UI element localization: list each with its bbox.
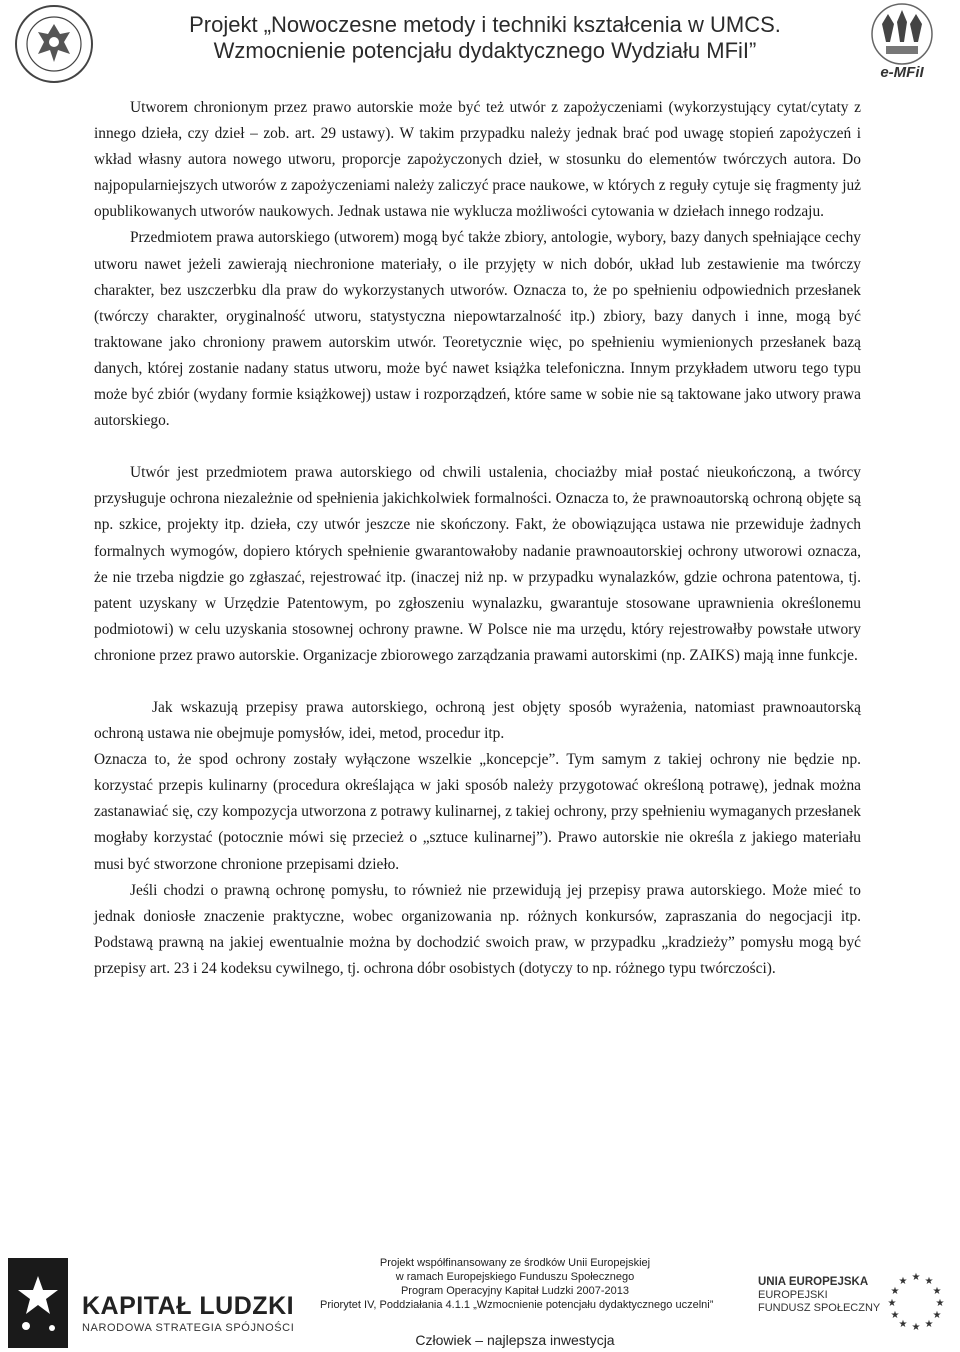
svg-text:★: ★ (932, 1286, 942, 1297)
project-title-line-1: Projekt „Nowoczesne metody i techniki kształcenia w UMCS. (189, 12, 781, 37)
emfil-logo-text: e-MFiI (880, 64, 924, 81)
project-title (150, 12, 820, 64)
svg-text:★: ★ (911, 1322, 921, 1332)
svg-text:★: ★ (935, 1298, 945, 1309)
paragraph-1: Utworem chronionym przez prawo autorskie może być też utwór z zapożyczeniami (wykorzystujący cytat/cytaty z innego dzieła, czy dzieł – zob. art. 29 ustawy). W takim przypadku należy jednak brać pod uwagę stopień zapożyczeń i wkład własny autora nowego utworu, proporcje zapożyczonych dzieł, w stosunku do elementów twórczych autora. Do najpopularniejszych utworów z zapożyczeniami należy zaliczyć prace naukowe, w których z reguły cytuje się fragmenty już opublikowanych utworów naukowych. Jednak ustawa nie wyklucza możliwości cytowania w dziełach innego rodzaju. (94, 99, 861, 221)
svg-text:★: ★ (887, 1298, 897, 1309)
paragraph-6: Jeśli chodzi o prawną ochronę pomysłu, to również nie przewidują jej przepisy prawa autorskiego. Może mieć to jednak doniosłe znaczenie praktyczne, wobec organizowania np. różnych konkursów, zapraszania do negocjacji itp. Podstawą prawną na jakiej ewentualnie można by dochodzić swoich praw, w przypadku „kradzieży” pomysłu mogą być przepisy art. 23 i 24 kodeksu cywilnego, tj. ochrona dóbr osobistych (dotyczy to np. różnego typu twórczości). (94, 881, 861, 977)
eu-stars-icon (884, 1268, 948, 1332)
svg-text:★: ★ (890, 1286, 900, 1297)
cofinancing-note (320, 1256, 714, 1312)
cofinancing-line-1: Projekt współfinansowany ze środków Unii Europejskiej (379, 1257, 651, 1269)
svg-text:★: ★ (890, 1310, 900, 1321)
eu-label (758, 1276, 880, 1315)
cofinancing-line-4: Priorytet IV, Poddziałania 4.1.1 „Wzmocnienie potencjału dydaktycznego uczelni” (320, 1299, 714, 1311)
svg-text:★: ★ (911, 1272, 921, 1283)
cofinancing-line-2: w ramach Europejskiego Funduszu Społecznego (395, 1271, 635, 1283)
svg-text:★: ★ (924, 1319, 934, 1330)
eu-label-line-3: FUNDUSZ SPOŁECZNY (758, 1302, 881, 1314)
kapital-ludzki-star-logo (8, 1248, 72, 1348)
paragraph-5: Oznacza to, że spod ochrony zostały wyłączone wszelkie „koncepcje”. Tym samym z takiej ochrony nie będzie np. korzystać przepis kulinarny (procedura określająca w jaki sposób należy przygotować określoną potrawę), jednak można zastanawiać się, czy kompozycja utworzona z potrawy kulinarnej, z takiej ochrony, przy spełnieniu wymaganych przesłanek mogłaby korzystać (potocznie mówi się przecież o „sztuce kulinarnej”). Prawo autorskie nie określa z jakiego materiału musi być stworzone chronione przepisami dzieło. (94, 751, 861, 873)
kapital-ludzki-subtitle: NARODOWA STRATEGIA SPÓJNOŚCI (82, 1322, 295, 1334)
paragraph-3: Utwór jest przedmiotem prawa autorskiego od chwili ustalenia, chociażby miał postać nieukończoną, a twórcy przysługuje ochrona niezależnie od spełnienia jakichkolwiek formalności. Oznacza to, że prawnoautorską ochroną objęte są np. szkice, projekty itp. dzieła, czy utwór jeszcze nie skończony. Fakt, że obowiązująca ustawa nie przewiduje żadnych formalnych wymogów, dopiero których spełnienie gwarantowałoby nadanie prawnoautorskiej ochrony utworowi oznacza, że nie trzeba nigdzie go zgłaszać, rejestrować itp. (inaczej niż np. w przypadku wynalazków, gdzie ochrona patentowa, tj. patent uzyskany w Urzędzie Patentowym, po zgłoszeniu wynalazku, gwarantuje stosowane uprawnienia określonemu podmiotowi) w celu uzyskania stosownej ochrony prawne. W Polsce nie ma urzędu, który rejestrowałby powstałe utwory chronione przez prawo autorskie. Organizacje zbiorowego zarządzania prawami autorskimi (np. ZAIKS) mają inne funkcje. (94, 464, 861, 664)
eu-label-line-1: UNIA EUROPEJSKA (758, 1276, 869, 1288)
cofinancing-line-3: Program Operacyjny Kapitał Ludzki 2007-2013 (400, 1285, 630, 1297)
svg-text:★: ★ (924, 1276, 934, 1287)
umcs-seal-logo (14, 4, 94, 84)
paragraph-4: Jak wskazują przepisy prawa autorskiego, ochroną jest objęty sposób wyrażenia, natomiast prawnoautorską ochroną ustawa nie obejmuje pomysłów, idei, metod, procedur itp. (94, 698, 861, 743)
svg-text:★: ★ (932, 1310, 942, 1321)
eu-label-line-2: EUROPEJSKI (758, 1289, 828, 1301)
kapital-ludzki-name: KAPITAŁ LUDZKI (82, 1292, 295, 1320)
svg-text:★: ★ (898, 1319, 908, 1330)
paragraph-2: Przedmiotem prawa autorskiego (utworem) mogą być także zbiory, antologie, wybory, bazy danych spełniające cechy utworu nawet jeżeli zawierają niechronione materiały, o ile przyjęty w nich dobór, układ lub zestawienie ma twórczy charakter, bez uszczerbku dla praw do wykorzystanych utworów. Oznacza to, że po spełnieniu odpowiednich przesłanek (twórczy charakter, oryginalność utworu, statystyczna niepowtarzalność itp.) zbiory, bazy danych i inne, mogą być traktowane jako chroniony prawem autorskim utwór. Teoretycznie więc, po spełnieniu wymienionych przesłanek bazą danych, której zostanie nadany status utworu, może być nawet książka telefoniczna. Innym przykładem utworu tego typu może być zbiór (wydany formie książkowej) ustaw i rozporządzeń, które same w sobie nie są taktowane jako utwory prawa autorskiego. (94, 229, 861, 430)
page-header (0, 0, 960, 92)
page-footer (0, 1240, 960, 1352)
document-body (94, 95, 861, 982)
svg-text:★: ★ (898, 1276, 908, 1287)
project-title-line-2: Wzmocnienie potencjału dydaktycznego Wydziału MFiI” (213, 38, 757, 63)
footer-motto: Człowiek – najlepsza inwestycja (415, 1332, 615, 1348)
